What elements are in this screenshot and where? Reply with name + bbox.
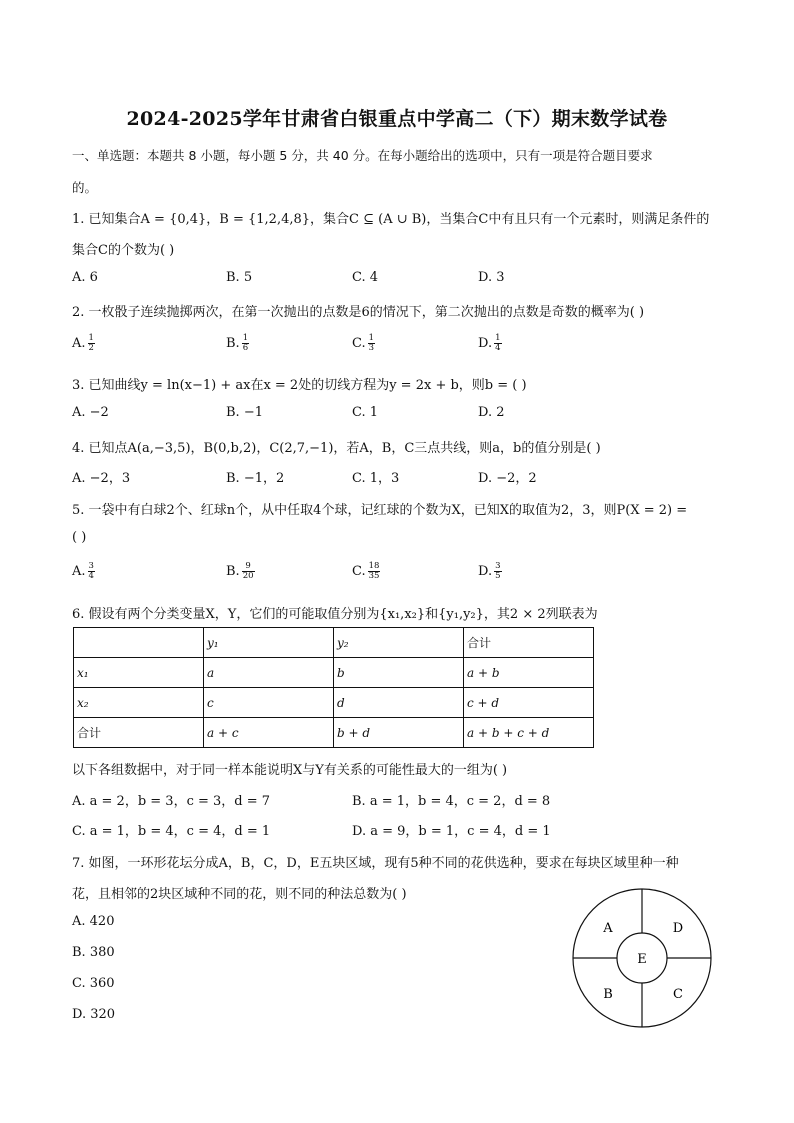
table-row	[74, 688, 594, 718]
table-row	[74, 718, 594, 748]
fraction-numerator: 1	[88, 333, 94, 343]
q6-option-a: A. a = 2，b = 3，c = 3，d = 7	[72, 794, 271, 809]
flower-bed-diagram	[571, 887, 713, 1029]
table-cell: d	[334, 688, 464, 718]
q3-option-d: D. 2	[478, 405, 505, 420]
q2-option-b	[226, 334, 249, 353]
fraction-numerator: 1	[242, 333, 249, 343]
q4-option-b: B. −1，2	[226, 471, 285, 486]
q5-option-d	[478, 562, 502, 581]
table-cell: a	[204, 658, 334, 688]
region-label-a: A	[603, 921, 613, 936]
table-cell	[74, 628, 204, 658]
q2-stem: 2. 一枚骰子连续抛掷两次，在第一次抛出的点数是6的情况下，第二次抛出的点数是奇数的概率为( )	[72, 305, 645, 320]
q2-option-d-label: D.	[478, 336, 493, 351]
fraction-denominator: 4	[88, 571, 94, 581]
table-cell: a + b	[464, 658, 594, 688]
q4-stem: 4. 已知点A(a,−3,5)，B(0,b,2)，C(2,7,−1)，若A，B，C三点共线，则a，b的值分别是( )	[72, 441, 601, 456]
q6-option-c: C. a = 1，b = 4，c = 4，d = 1	[72, 824, 271, 839]
q3-option-a: A. −2	[72, 405, 109, 420]
table-header-row	[74, 628, 594, 658]
q5-option-d-label: D.	[478, 564, 493, 579]
contingency-table	[73, 627, 594, 748]
q2-option-a-fraction	[88, 334, 95, 353]
q4-option-d: D. −2，2	[478, 471, 537, 486]
q5-option-c-fraction	[368, 562, 381, 581]
q5-option-c-label: C.	[352, 564, 366, 579]
page-title: 2024-2025学年甘肃省白银重点中学高二（下）期末数学试卷	[126, 108, 668, 130]
q2-option-d-fraction	[494, 334, 501, 353]
q2-option-b-label: B.	[226, 336, 240, 351]
q5-option-c	[352, 562, 380, 581]
fraction-denominator: 2	[88, 343, 94, 353]
table-cell: y₁	[204, 628, 334, 658]
region-label-d: D	[672, 921, 684, 936]
q5-option-b-fraction	[242, 562, 255, 581]
q4-option-c: C. 1，3	[352, 471, 400, 486]
q1-option-c: C. 4	[352, 270, 379, 285]
fraction-denominator: 3	[368, 343, 375, 353]
q1-option-d: D. 3	[478, 270, 505, 285]
q7-stem-line2: 花，且相邻的2块区域种不同的花，则不同的种法总数为( )	[72, 887, 407, 902]
q6-option-b: B. a = 1，b = 4，c = 2，d = 8	[352, 794, 551, 809]
region-label-b: B	[603, 987, 613, 1002]
q6-stem-line1: 6. 假设有两个分类变量X，Y，它们的可能取值分别为{x₁,x₂}和{y₁,y₂}，其2 × 2列联表为	[72, 607, 598, 622]
table-cell: 合计	[464, 628, 594, 658]
q5-option-b-label: B.	[226, 564, 240, 579]
q7-option-a: A. 420	[72, 914, 115, 929]
fraction-numerator: 1	[495, 333, 501, 343]
fraction-numerator: 9	[242, 562, 255, 572]
q2-option-c-fraction	[368, 334, 375, 353]
table-cell: y₂	[334, 628, 464, 658]
q5-option-d-fraction	[494, 562, 501, 581]
q6-option-d: D. a = 9，b = 1，c = 4，d = 1	[352, 824, 551, 839]
table-cell: b	[334, 658, 464, 688]
q1-stem-line2: 集合C的个数为( )	[72, 243, 175, 258]
fraction-denominator: 35	[368, 571, 380, 581]
fraction-denominator: 4	[495, 343, 501, 353]
section-instructions-line2: 的。	[72, 180, 98, 195]
q7-option-d: D. 320	[72, 1007, 116, 1022]
table-cell: a + b + c + d	[464, 718, 594, 748]
q7-stem-line1: 7. 如图，一环形花坛分成A，B，C，D，E五块区域，现有5种不同的花供选种，要求在每块区域里种一种	[72, 856, 679, 871]
q4-option-a: A. −2，3	[72, 471, 131, 486]
q1-option-a: A. 6	[72, 270, 98, 285]
q7-option-b: B. 380	[72, 945, 115, 960]
q5-stem-line1: 5. 一袋中有白球2个、红球n个，从中任取4个球，记红球的个数为X，已知X的取值为2，3，则P(X = 2) =	[72, 503, 688, 518]
fraction-numerator: 1	[368, 333, 375, 343]
q3-stem: 3. 已知曲线y = ln(x−1) + ax在x = 2处的切线方程为y = 2x + b，则b = ( )	[72, 378, 527, 393]
fraction-denominator: 5	[495, 571, 501, 581]
table-cell: c	[204, 688, 334, 718]
q2-option-b-fraction	[242, 334, 249, 353]
q3-option-b: B. −1	[226, 405, 263, 420]
q2-option-a	[72, 334, 95, 353]
fraction-numerator: 3	[88, 561, 94, 571]
region-label-c: C	[673, 987, 683, 1002]
q2-option-c	[352, 334, 375, 353]
q1-stem-line1: 1. 已知集合A = {0,4}，B = {1,2,4,8}，集合C ⊆ (A ∪ B)，当集合C中有且只有一个元素时，则满足条件的	[72, 212, 710, 227]
fraction-numerator: 3	[495, 561, 501, 571]
q5-option-a	[72, 562, 95, 581]
table-cell: x₁	[74, 658, 204, 688]
q2-option-c-label: C.	[352, 336, 366, 351]
region-label-e: E	[637, 952, 647, 967]
q5-option-a-fraction	[88, 562, 95, 581]
table-cell: c + d	[464, 688, 594, 718]
fraction-denominator: 20	[242, 571, 254, 581]
q6-stem-line2: 以下各组数据中，对于同一样本能说明X与Y有关系的可能性最大的一组为( )	[72, 763, 508, 778]
q5-option-a-label: A.	[72, 564, 86, 579]
fraction-denominator: 6	[242, 343, 249, 353]
table-cell: x₂	[74, 688, 204, 718]
q2-option-d	[478, 334, 502, 353]
q5-option-b	[226, 562, 255, 581]
table-cell: b + d	[334, 718, 464, 748]
table-row	[74, 658, 594, 688]
q2-option-a-label: A.	[72, 336, 86, 351]
q1-option-b: B. 5	[226, 270, 253, 285]
table-cell: a + c	[204, 718, 334, 748]
q7-option-c: C. 360	[72, 976, 115, 991]
q5-stem-line2: ( )	[72, 530, 87, 545]
q3-option-c: C. 1	[352, 405, 379, 420]
table-cell: 合计	[74, 718, 204, 748]
fraction-numerator: 18	[368, 561, 380, 571]
section-instructions-line1: 一、单选题：本题共 8 小题，每小题 5 分，共 40 分。在每小题给出的选项中，只有一项是符合题目要求	[72, 148, 653, 163]
